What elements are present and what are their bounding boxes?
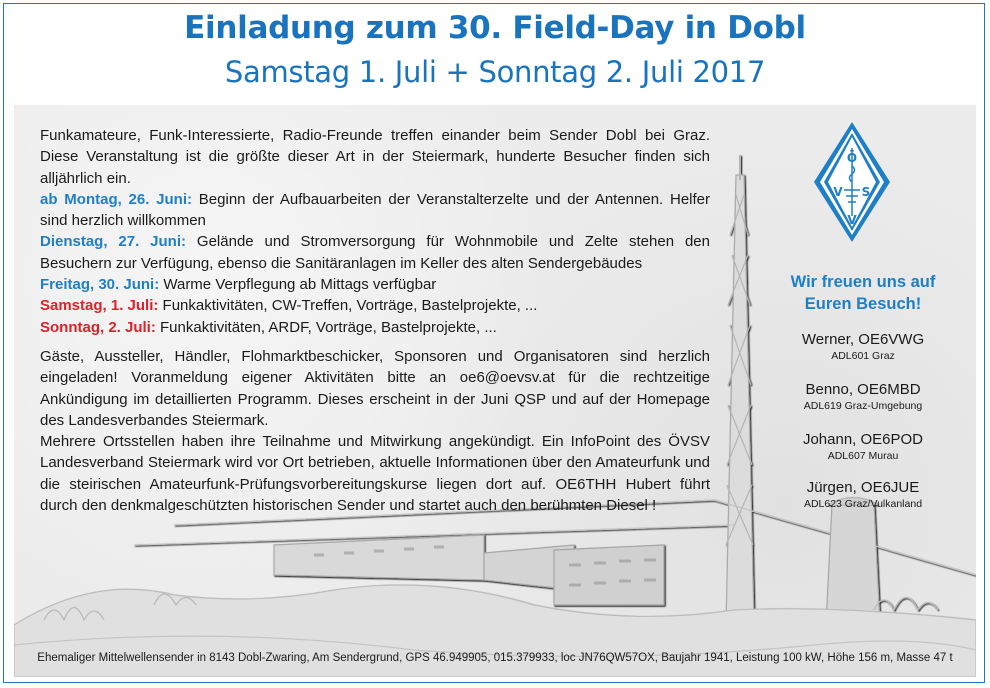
contact-entry xyxy=(754,381,972,413)
schedule-date: ab Montag, 26. Juni: xyxy=(40,190,193,208)
schedule-text: Funkaktivitäten, CW-Treffen, Vorträge, Bastelprojekte, ... xyxy=(158,297,538,315)
schedule-item xyxy=(40,317,710,338)
welcome-line: Wir freuen uns auf xyxy=(790,273,936,291)
logo-letter: S xyxy=(861,185,871,199)
contact-entry xyxy=(754,479,972,511)
oevsv-diamond-logo-icon xyxy=(812,120,892,244)
contact-entry xyxy=(754,431,972,463)
schedule-text: Gelände und Stromversorgung für Wohnmobile und Zelte stehen den Besuchern zur Verfügung, ebenso die Sanitäranlagen im Keller des alten Sendergebäudes xyxy=(40,233,710,272)
schedule-text: Beginn der Aufbauarbeiten der Veranstalterzelte und der Antennen. Helfer sind herzlich willkommen xyxy=(40,190,710,230)
schedule-item xyxy=(40,231,710,274)
intro-paragraph: Funkamateure, Funk-Interessierte, Radio-Freunde treffen einander beim Sender Dobl bei Graz. Diese Veranstaltung ist die größte dieser Art in der Steiermark, hunderte Besucher finden sich alljährlich ein. xyxy=(40,127,710,187)
footer-caption: Ehemaliger Mittelwellensender in 8143 Dobl-Zwaring, Am Sendergrund, GPS 46.949905, 015.379933, loc JN76QW57OX, Baujahr 1941, Leistung 100 kW, Höhe 156 m, Masse 47 t xyxy=(37,652,953,664)
schedule-item xyxy=(40,274,710,295)
logo-letter: Ö xyxy=(846,151,858,165)
contact-name: Werner, OE6VWG xyxy=(801,331,925,348)
contact-ort: ADL623 Graz/Vulkanland xyxy=(803,498,923,510)
schedule-date: Sonntag, 2. Juli: xyxy=(40,318,156,336)
contact-ort: ADL607 Murau xyxy=(827,450,899,462)
contact-name: Benno, OE6MBD xyxy=(805,381,921,398)
schedule-date: Dienstag, 27. Juni: xyxy=(40,233,187,251)
contact-name: Johann, OE6POD xyxy=(802,431,924,448)
contact-ort: ADL619 Graz-Umgebung xyxy=(803,400,923,412)
welcome-message xyxy=(754,271,972,315)
logo-letter: V xyxy=(833,185,843,199)
contact-ort: ADL601 Graz xyxy=(831,350,895,362)
page-title: Einladung zum 30. Field-Day in Dobl xyxy=(184,10,806,46)
schedule-date: Samstag, 1. Juli: xyxy=(40,297,159,315)
invitation-paragraph: Gäste, Aussteller, Händler, Flohmarktbeschicker, Sponsoren und Organisatoren sind herzlich eingeladen! Voranmeldung eigener Aktivitäten bitte an oe6@oevsv.at für die rechtzeitige Ankündigung im detaillierten Programm. Dieses erscheint in der Juni QSP und auf der Homepage des Landesverbandes Steiermark. xyxy=(40,347,710,429)
contact-entry xyxy=(754,331,972,363)
schedule-item xyxy=(40,295,710,316)
schedule-text: Funkaktivitäten, ARDF, Vorträge, Bastelprojekte, ... xyxy=(155,318,497,336)
body-text xyxy=(40,125,710,516)
logo-letter: V xyxy=(847,213,857,227)
page-subtitle: Samstag 1. Juli + Sonntag 2. Juli 2017 xyxy=(224,55,766,89)
schedule-item xyxy=(40,189,710,232)
schedule-text: Warme Verpflegung ab Mittags verfügbar xyxy=(159,276,437,294)
schedule-date: Freitag, 30. Juni: xyxy=(40,276,160,294)
welcome-line: Euren Besuch! xyxy=(804,295,922,313)
infopoint-paragraph: Mehrere Ortsstellen haben ihre Teilnahme und Mitwirkung angekündigt. Ein InfoPoint des ÖVSV Landesverband Steiermark wird vor Ort betrieben, aktuelle Informationen über den Amateurfunk und die steirischen Amateurfunk-Prüfungsvorbereitungskurse liegen dort auf. OE6THH Hubert führt durch den denkmalgeschützten historischen Sender und startet auch den berühmten Diesel ! xyxy=(40,433,710,515)
contact-name: Jürgen, OE6JUE xyxy=(806,479,920,496)
